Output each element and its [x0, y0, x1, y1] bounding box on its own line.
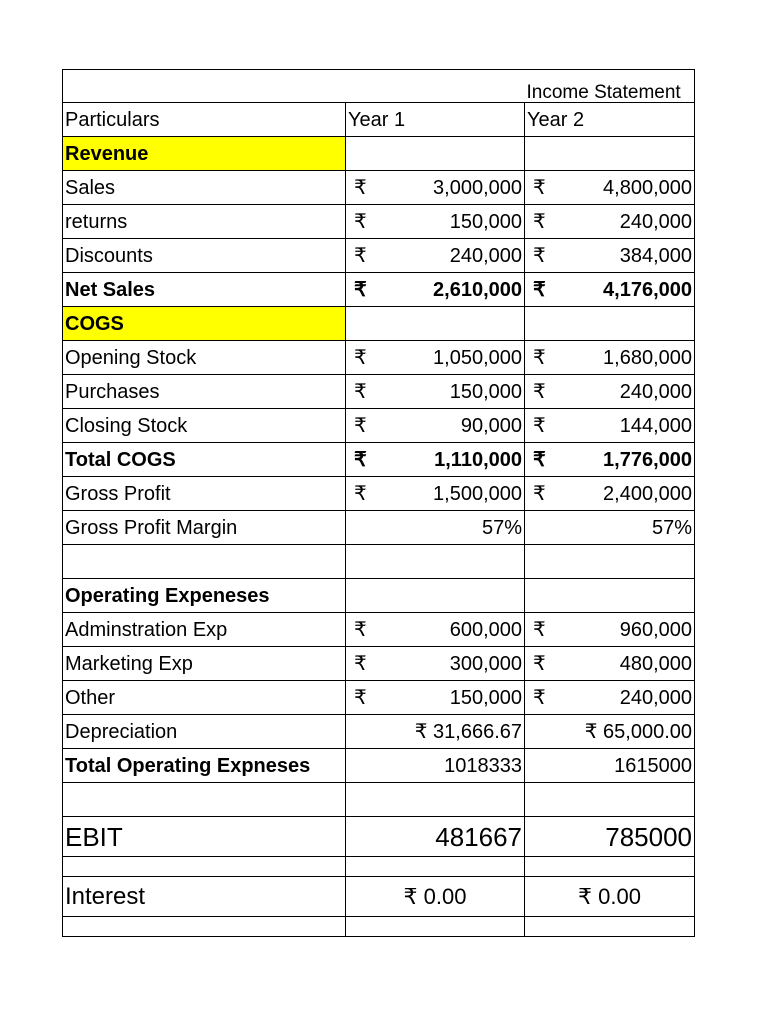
- cell[interactable]: [346, 70, 525, 103]
- label-depreciation[interactable]: Depreciation: [63, 715, 346, 749]
- gross-profit-y1[interactable]: [346, 477, 525, 511]
- value: 300,000: [449, 652, 522, 675]
- gross-profit-y2[interactable]: [525, 477, 695, 511]
- value: 1,110,000: [434, 448, 522, 471]
- currency-symbol: ₹: [354, 176, 367, 199]
- cell[interactable]: [63, 70, 346, 103]
- cell[interactable]: [346, 579, 525, 613]
- purchases-y2[interactable]: [525, 375, 695, 409]
- empty-row: [63, 783, 695, 817]
- value: 600,000: [449, 618, 522, 641]
- currency-symbol: ₹: [354, 278, 367, 301]
- cell[interactable]: [63, 545, 346, 579]
- section-label-opex[interactable]: Operating Expeneses: [63, 579, 346, 613]
- row-interest: [63, 877, 695, 917]
- cell[interactable]: [63, 783, 346, 817]
- cell[interactable]: [525, 783, 695, 817]
- header-year2[interactable]: Year 2: [525, 103, 695, 137]
- currency-symbol: ₹: [533, 618, 546, 641]
- row-returns: [63, 205, 695, 239]
- label-marketing-exp[interactable]: Marketing Exp: [63, 647, 346, 681]
- section-row-revenue: [63, 137, 695, 171]
- value: 4,800,000: [603, 176, 692, 199]
- currency-symbol: ₹: [533, 278, 546, 301]
- sales-y2[interactable]: [525, 171, 695, 205]
- value: 480,000: [619, 652, 692, 675]
- returns-y2[interactable]: [525, 205, 695, 239]
- discounts-y2[interactable]: [525, 239, 695, 273]
- ebit-y1[interactable]: 481667: [346, 817, 525, 857]
- closing-stock-y2[interactable]: [525, 409, 695, 443]
- cell[interactable]: [346, 307, 525, 341]
- label-total-opex[interactable]: Total Operating Expneses: [63, 749, 346, 783]
- header-particulars[interactable]: Particulars: [63, 103, 346, 137]
- value: 144,000: [619, 414, 692, 437]
- currency-symbol: ₹: [533, 346, 546, 369]
- cell[interactable]: [525, 307, 695, 341]
- currency-symbol: ₹: [354, 244, 367, 267]
- section-row-opex: [63, 579, 695, 613]
- opening-stock-y2[interactable]: [525, 341, 695, 375]
- value: 240,000: [449, 244, 522, 267]
- value: 1,776,000: [603, 448, 692, 471]
- label-gross-profit-margin[interactable]: Gross Profit Margin: [63, 511, 346, 545]
- header-year1[interactable]: Year 1: [346, 103, 525, 137]
- currency-symbol: ₹: [533, 244, 546, 267]
- gross-profit-margin-y1[interactable]: 57%: [346, 511, 525, 545]
- currency-symbol: ₹: [533, 176, 546, 199]
- opening-stock-y1[interactable]: [346, 341, 525, 375]
- marketing-exp-y2[interactable]: [525, 647, 695, 681]
- label-total-cogs[interactable]: Total COGS: [63, 443, 346, 477]
- currency-symbol: ₹: [354, 380, 367, 403]
- cell[interactable]: [346, 917, 525, 937]
- total-cogs-y1[interactable]: [346, 443, 525, 477]
- cell[interactable]: [525, 545, 695, 579]
- currency-symbol: ₹: [354, 482, 367, 505]
- value: 1,500,000: [433, 482, 522, 505]
- header-row: [63, 103, 695, 137]
- returns-y1[interactable]: [346, 205, 525, 239]
- currency-symbol: ₹: [354, 686, 367, 709]
- admin-exp-y1[interactable]: [346, 613, 525, 647]
- value: 150,000: [449, 686, 522, 709]
- marketing-exp-y1[interactable]: [346, 647, 525, 681]
- label-opening-stock[interactable]: Opening Stock: [63, 341, 346, 375]
- label-purchases[interactable]: Purchases: [63, 375, 346, 409]
- sales-y1[interactable]: [346, 171, 525, 205]
- currency-symbol: ₹: [533, 482, 546, 505]
- total-opex-y1[interactable]: 1018333: [346, 749, 525, 783]
- sheet-title[interactable]: Income Statement: [525, 70, 695, 103]
- total-opex-y2[interactable]: 1615000: [525, 749, 695, 783]
- label-interest[interactable]: Interest: [63, 877, 346, 917]
- row-purchases: [63, 375, 695, 409]
- section-row-cogs: [63, 307, 695, 341]
- label-sales[interactable]: Sales: [63, 171, 346, 205]
- value: 1,050,000: [433, 346, 522, 369]
- row-depreciation: [63, 715, 695, 749]
- currency-symbol: ₹: [354, 210, 367, 233]
- row-net-sales: [63, 273, 695, 307]
- value: 150,000: [449, 210, 522, 233]
- income-statement-sheet: [62, 69, 695, 937]
- discounts-y1[interactable]: [346, 239, 525, 273]
- ebit-y2[interactable]: 785000: [525, 817, 695, 857]
- net-sales-y2[interactable]: [525, 273, 695, 307]
- label-discounts[interactable]: Discounts: [63, 239, 346, 273]
- value: 150,000: [449, 380, 522, 403]
- value: 2,400,000: [603, 482, 692, 505]
- row-marketing-exp: [63, 647, 695, 681]
- currency-symbol: ₹: [533, 448, 546, 471]
- value: 90,000: [460, 414, 522, 437]
- interest-y1[interactable]: ₹ 0.00: [346, 877, 525, 917]
- row-closing-stock: [63, 409, 695, 443]
- value: 4,176,000: [603, 278, 692, 301]
- currency-symbol: ₹: [533, 652, 546, 675]
- title-row: [63, 70, 695, 103]
- cell[interactable]: [63, 857, 346, 877]
- currency-symbol: ₹: [533, 414, 546, 437]
- admin-exp-y2[interactable]: [525, 613, 695, 647]
- interest-y2[interactable]: ₹ 0.00: [525, 877, 695, 917]
- cell[interactable]: [346, 783, 525, 817]
- cell[interactable]: [346, 857, 525, 877]
- section-label-cogs[interactable]: COGS: [63, 307, 346, 341]
- value: 3,000,000: [433, 176, 522, 199]
- net-sales-y1[interactable]: [346, 273, 525, 307]
- cell[interactable]: [525, 137, 695, 171]
- closing-stock-y1[interactable]: [346, 409, 525, 443]
- row-sales: [63, 171, 695, 205]
- row-discounts: [63, 239, 695, 273]
- other-y1[interactable]: [346, 681, 525, 715]
- currency-symbol: ₹: [354, 652, 367, 675]
- label-returns[interactable]: returns: [63, 205, 346, 239]
- value: 2,610,000: [433, 278, 522, 301]
- depreciation-y2[interactable]: ₹ 65,000.00: [525, 715, 695, 749]
- cell[interactable]: [346, 137, 525, 171]
- cell[interactable]: [525, 857, 695, 877]
- value: 960,000: [619, 618, 692, 641]
- currency-symbol: ₹: [354, 448, 367, 471]
- depreciation-y1[interactable]: ₹ 31,666.67: [346, 715, 525, 749]
- total-cogs-y2[interactable]: [525, 443, 695, 477]
- value: 240,000: [619, 210, 692, 233]
- row-total-opex: [63, 749, 695, 783]
- value: 240,000: [619, 686, 692, 709]
- purchases-y1[interactable]: [346, 375, 525, 409]
- cell[interactable]: [525, 579, 695, 613]
- empty-row: [63, 857, 695, 877]
- label-net-sales[interactable]: Net Sales: [63, 273, 346, 307]
- currency-symbol: ₹: [533, 210, 546, 233]
- currency-symbol: ₹: [533, 686, 546, 709]
- currency-symbol: ₹: [354, 414, 367, 437]
- cell[interactable]: [525, 917, 695, 937]
- cell[interactable]: [346, 545, 525, 579]
- other-y2[interactable]: [525, 681, 695, 715]
- label-other[interactable]: Other: [63, 681, 346, 715]
- label-closing-stock[interactable]: Closing Stock: [63, 409, 346, 443]
- value: 240,000: [619, 380, 692, 403]
- row-total-cogs: [63, 443, 695, 477]
- value: 384,000: [619, 244, 692, 267]
- row-gross-profit: [63, 477, 695, 511]
- row-other: [63, 681, 695, 715]
- section-label-revenue[interactable]: Revenue: [63, 137, 346, 171]
- gross-profit-margin-y2[interactable]: 57%: [525, 511, 695, 545]
- row-opening-stock: [63, 341, 695, 375]
- row-ebit: [63, 817, 695, 857]
- empty-row: [63, 917, 695, 937]
- empty-row: [63, 545, 695, 579]
- row-admin-exp: [63, 613, 695, 647]
- currency-symbol: ₹: [533, 380, 546, 403]
- value: 1,680,000: [603, 346, 692, 369]
- currency-symbol: ₹: [354, 346, 367, 369]
- row-gross-profit-margin: [63, 511, 695, 545]
- label-ebit[interactable]: EBIT: [63, 817, 346, 857]
- cell[interactable]: [63, 917, 346, 937]
- currency-symbol: ₹: [354, 618, 367, 641]
- label-gross-profit[interactable]: Gross Profit: [63, 477, 346, 511]
- label-admin-exp[interactable]: Adminstration Exp: [63, 613, 346, 647]
